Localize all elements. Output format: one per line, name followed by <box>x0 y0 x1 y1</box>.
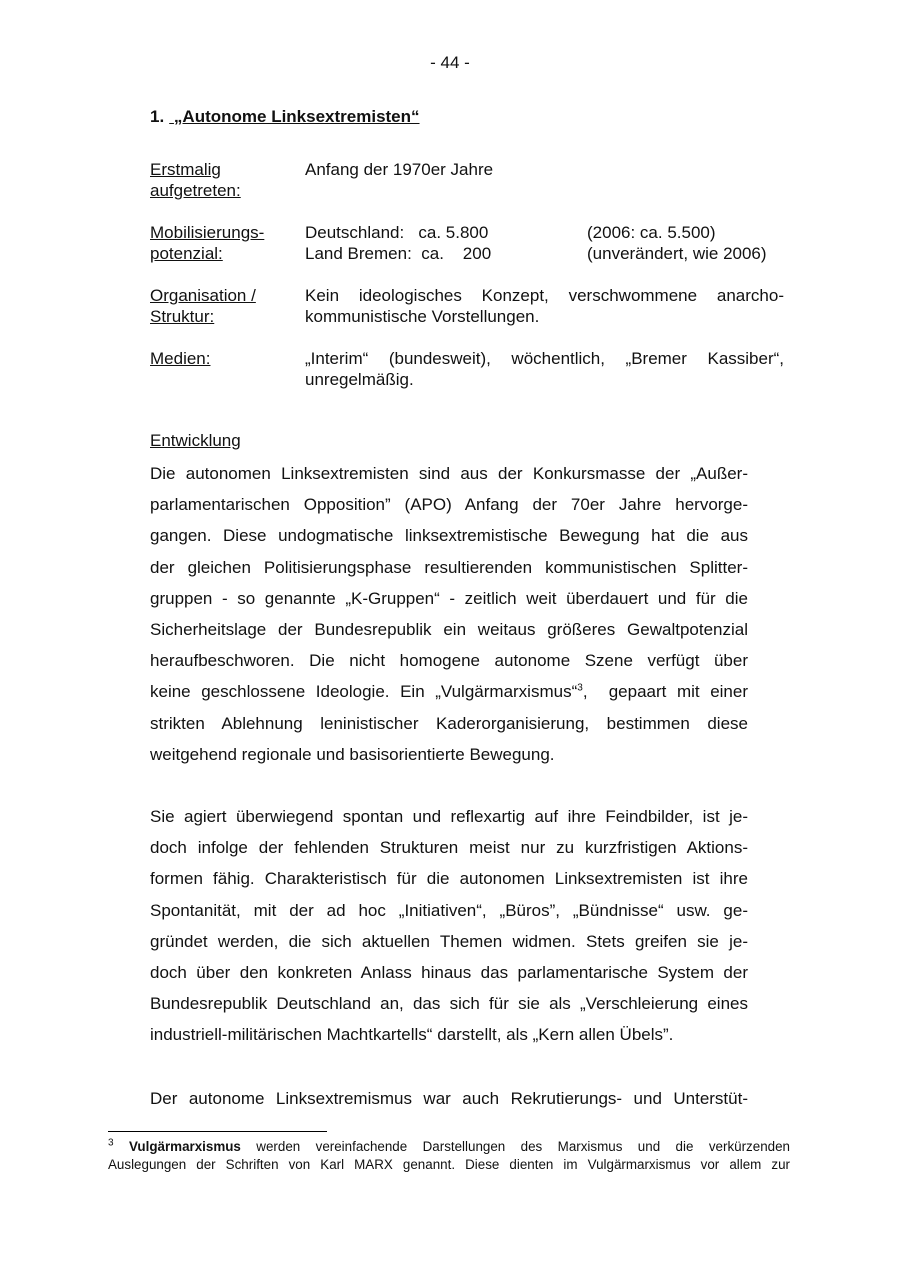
footnote-reference[interactable]: 3 <box>577 682 583 694</box>
text-line: (2006: ca. 5.500) <box>587 223 716 242</box>
text-line: heraufbeschworen. Die nicht homogene autonome Szene verfügt über <box>150 651 748 671</box>
text-line <box>150 681 748 712</box>
text-line: (unverändert, wie 2006) <box>587 244 767 263</box>
subheading: Entwicklung <box>150 431 241 450</box>
fact-label <box>150 159 300 201</box>
fact-label <box>150 285 300 327</box>
text-line: der gleichen Politisierungsphase resultierenden kommunistischen Splitter- <box>150 557 748 577</box>
text-line: Vulgärmarxismus <box>128 1139 241 1154</box>
text-line: werden vereinfachende Darstellungen des Marxismus und die verkürzenden <box>240 1139 790 1154</box>
text-line: keine geschlossene Ideologie. Ein „Vulgärmarxismus“ <box>150 682 578 702</box>
fact-value <box>305 159 784 180</box>
footnote-divider <box>108 1131 327 1132</box>
text-line: „Interim“ (bundesweit), wöchentlich, „Bremer Kassiber“, <box>305 349 784 368</box>
section-title-text: „Autonome Linksextremisten“ <box>173 107 420 126</box>
text-line: potenzial: <box>150 244 223 263</box>
text-line: doch infolge der fehlenden Strukturen meist nur zu kurzfristigen Aktions- <box>150 838 748 858</box>
paragraph-3 <box>150 1088 748 1119</box>
text-line: Spontanität, mit der ad hoc „Initiativen“, „Büros”, „Bündnisse“ usw. ge- <box>150 900 748 920</box>
text-line: kommunistische Vorstellungen. <box>305 307 540 326</box>
text-line: , gepaart mit einer <box>582 682 748 702</box>
text-line: Mobilisierungs- <box>150 223 265 242</box>
text-line: Auslegungen der Schriften von Karl MARX genannt. Diese dienten im Vulgärmarxismus vor allem zur <box>108 1157 790 1172</box>
text-line: Bundesrepublik Deutschland an, das sich für sie als „Verschleierung eines <box>150 994 748 1014</box>
text-line: Erstmalig <box>150 160 221 179</box>
section-number: 1. <box>150 107 165 126</box>
text-line: industriell-militärischen Machtkartells“ darstellt, als „Kern allen Übels”. <box>150 1025 674 1045</box>
text-line: Struktur: <box>150 307 215 326</box>
fact-label <box>150 222 300 264</box>
fact-label <box>150 348 300 369</box>
text-line: Der autonome Linksextremismus war auch Rekrutierungs- und Unterstüt- <box>150 1089 748 1108</box>
paragraph-2 <box>150 806 748 1056</box>
text-line: Sie agiert überwiegend spontan und reflexartig auf ihre Feindbilder, ist je- <box>150 807 748 826</box>
text-line: weitgehend regionale und basisorientierte Bewegung. <box>150 744 555 764</box>
text-line: 3 <box>108 1137 114 1149</box>
text-line: Land Bremen: ca. 200 <box>305 244 492 263</box>
text-line: Organisation / <box>150 286 256 305</box>
fact-value <box>305 285 784 327</box>
page-number: - 44 - <box>430 53 470 72</box>
text-line: Sicherheitslage der Bundesrepublik ein weitaus größeres Gewaltpotenzial <box>150 619 748 639</box>
footnote <box>108 1138 790 1174</box>
text-line: gangen. Diese undogmatische linksextremistische Bewegung hat die aus <box>150 526 748 546</box>
text-line <box>108 1138 790 1156</box>
text-line: aufgetreten: <box>150 181 241 200</box>
fact-value <box>305 348 784 390</box>
section-title <box>150 107 420 127</box>
text-line: Die autonomen Linksextremisten sind aus der Konkursmasse der „Außer- <box>150 464 748 483</box>
text-line: parlamentarischen Opposition” (APO) Anfang der 70er Jahre hervorge- <box>150 495 748 515</box>
text-line: gründet werden, die sich aktuellen Themen widmen. Stets greifen sie je- <box>150 931 748 951</box>
text-line: Anfang der 1970er Jahre <box>305 160 494 179</box>
text-line: Kein ideologisches Konzept, verschwommene anarcho- <box>305 286 784 305</box>
text-line: Deutschland: ca. 5.800 <box>305 223 489 242</box>
fact-value-previous <box>587 222 767 264</box>
paragraph-1 <box>150 463 748 775</box>
text-line: formen fähig. Charakteristisch für die autonomen Linksextremisten ist ihre <box>150 869 748 889</box>
text-line: unregelmäßig. <box>305 370 414 389</box>
text-line: gruppen - so genannte „K-Gruppen“ - zeitlich weit überdauert und für die <box>150 588 748 608</box>
text-line: Medien: <box>150 349 211 368</box>
text-line: strikten Ablehnung leninistischer Kaderorganisierung, bestimmen diese <box>150 713 748 733</box>
text-line: doch über den konkreten Anlass hinaus das parlamentarische System der <box>150 962 748 982</box>
